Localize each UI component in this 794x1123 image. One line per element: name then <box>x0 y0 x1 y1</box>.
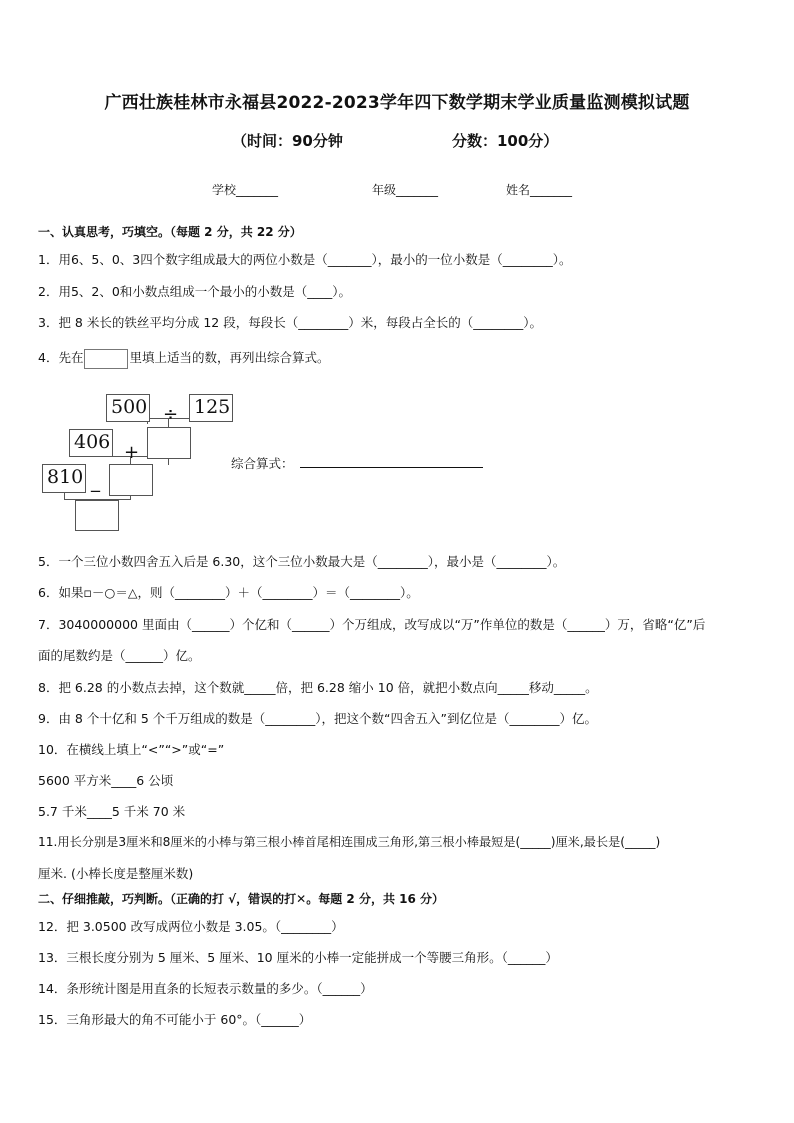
question-8: 8．把 6.28 的小数点去掉，这个数就_____倍，把 6.28 缩小 10 倍，就把小数点向_____移动_____。 <box>38 680 598 695</box>
answer-box-quotient[interactable] <box>147 427 191 459</box>
minus-sign: _ <box>91 472 100 493</box>
school-field[interactable]: 学校_______ <box>212 183 279 197</box>
question-10: 10．在横线上填上“<”“>”或“=” <box>38 742 225 757</box>
name-field[interactable]: 姓名_______ <box>506 183 573 197</box>
question-7-line-1: 7．3040000000 里面由（______）个亿和（______）个万组成，改写成以“万”作单位的数是（______）万，省略“亿”后 <box>38 617 706 632</box>
question-4-prefix: 4．先在 <box>38 350 84 365</box>
divide-sign: ÷ <box>163 404 179 425</box>
section-1-heading: 一、认真思考，巧填空。（每题 2 分，共 22 分） <box>38 225 302 239</box>
question-4 <box>38 348 329 369</box>
question-2: 2．用5、2、0和小数点组成一个最小的小数是（____）。 <box>38 284 352 299</box>
number-500: 500 <box>111 396 148 418</box>
question-14: 14．条形统计图是用直条的长短表示数量的多少。（______） <box>38 981 373 996</box>
plus-sign: + <box>124 442 140 463</box>
question-5: 5．一个三位小数四舍五入后是 6.30，这个三位小数最大是（________），最小是（________）。 <box>38 554 566 569</box>
question-1: 1．用6、5、0、3四个数字组成最大的两位小数是（_______），最小的一位小数是（________）。 <box>38 252 572 267</box>
question-11-line-2: 厘米. (小棒长度是整厘米数) <box>38 866 194 881</box>
time-label: （时间：90分钟 <box>232 132 343 150</box>
formula-label: 综合算式： <box>231 456 294 471</box>
question-6: 6．如果▫－○＝△，则（________）＋（________）＝（________）。 <box>38 585 419 600</box>
score-label: 分数：100分） <box>452 132 559 150</box>
answer-box-result[interactable] <box>75 500 119 531</box>
grade-field[interactable]: 年级_______ <box>372 183 439 197</box>
question-12: 12．把 3.0500 改写成两位小数是 3.05。（________） <box>38 919 344 934</box>
answer-box[interactable] <box>84 349 128 369</box>
question-10-item-a: 5600 平方米____6 公顷 <box>38 773 174 788</box>
number-125: 125 <box>194 396 231 418</box>
number-810: 810 <box>47 466 84 488</box>
question-7-line-2: 面的尾数约是（______）亿。 <box>38 648 201 663</box>
number-406: 406 <box>74 431 111 453</box>
question-15: 15．三角形最大的角不可能小于 60°。（______） <box>38 1012 312 1027</box>
page-title: 广西壮族桂林市永福县2022-2023学年四下数学期末学业质量监测模拟试题 <box>104 93 690 113</box>
question-13: 13．三根长度分别为 5 厘米、5 厘米、10 厘米的小棒一定能拼成一个等腰三角形。（______） <box>38 950 558 965</box>
section-2-heading: 二、仔细推敲，巧判断。（正确的打 √，错误的打✕。每题 2 分，共 16 分） <box>38 892 444 906</box>
question-10-item-b: 5.7 千米____5 千米 70 米 <box>38 804 186 819</box>
question-3: 3．把 8 米长的铁丝平均分成 12 段，每段长（________）米，每段占全长的（________）。 <box>38 315 542 330</box>
question-11-line-1: 11.用长分别是3厘米和8厘米的小棒与第三根小棒首尾相连围成三角形,第三根小棒最短是(_____)厘米,最长是(_____) <box>38 835 661 849</box>
formula-answer-line[interactable] <box>300 452 483 468</box>
question-9: 9．由 8 个十亿和 5 个千万组成的数是（________），把这个数“四舍五入”到亿位是（________）亿。 <box>38 711 597 726</box>
question-4-suffix: 里填上适当的数，再列出综合算式。 <box>129 350 330 365</box>
answer-box-sum[interactable] <box>109 464 153 496</box>
